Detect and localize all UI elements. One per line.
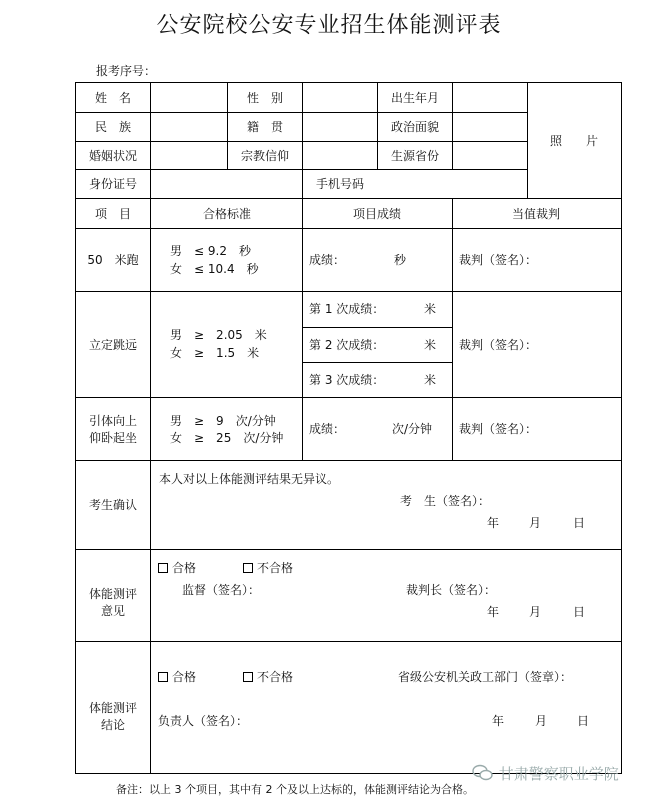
religion-label: 宗教信仰 [240,149,290,163]
photo-label: 照 片 [549,134,599,148]
name-label: 姓 名 [94,91,132,105]
opinion-year: 年 [487,605,500,619]
source-province-label: 生源省份 [390,149,440,163]
conclusion-label-line2: 结论 [100,718,126,732]
opinion-supervisor-label: 监督（签名）： [182,583,261,597]
origin-label: 籍 贯 [246,120,284,134]
conclusion-fail-checkbox[interactable] [243,672,253,682]
confirm-statement: 本人对以上体能测评结果无异议。 [159,472,340,486]
opinion-fail-option[interactable] [243,561,293,575]
confirm-sign-label: 考 生（签名）： [400,494,491,508]
ethnicity-label: 民 族 [94,120,132,134]
jump-standard-female: 女 ≥ 1.5 米 [170,346,260,360]
jump-try1-label: 第 1 次成绩： [309,302,385,316]
conclusion-year: 年 [492,714,505,728]
birth-label: 出生年月 [390,91,440,105]
confirm-day: 日 [573,516,586,530]
jump-judge-label: 裁判（签名）： [459,338,538,352]
opinion-chief-label: 裁判长（签名）： [406,583,497,597]
conclusion-dept-label: 省级公安机关政工部门（签章）： [398,670,573,684]
opinion-pass-checkbox[interactable] [158,563,168,573]
conclusion-leader-label: 负责人（签名）： [158,714,249,728]
conclusion-pass-checkbox[interactable] [158,672,168,682]
registration-number-label: 报考序号： [96,64,157,78]
opinion-day: 日 [573,605,586,619]
form-title: 公安院校公安专业招生体能测评表 [156,13,502,38]
watermark-text: 甘肃警察职业学院 [498,765,619,783]
political-label: 政治面貌 [390,120,440,134]
gender-label: 性 别 [246,91,284,105]
pullup-unit: 次/分钟 [392,422,433,436]
run-item: 50 米跑 [87,253,139,267]
header-standard: 合格标准 [202,207,252,221]
jump-item: 立定跳远 [88,338,138,352]
conclusion-fail-text: 不合格 [257,670,294,684]
confirm-label: 考生确认 [88,498,138,512]
pullup-item: 引体向上 [88,414,138,428]
confirm-year: 年 [487,516,500,530]
opinion-month: 月 [529,605,542,619]
header-judge: 当值裁判 [511,207,561,221]
opinion-fail-text: 不合格 [257,561,294,575]
opinion-fail-checkbox[interactable] [243,563,253,573]
conclusion-pass-text: 合格 [172,670,197,684]
run-unit: 秒 [394,253,407,267]
phone-label: 手机号码 [315,177,365,191]
conclusion-day: 日 [577,714,590,728]
conclusion-label-line1: 体能测评 [88,701,138,715]
pullup-judge-label: 裁判（签名）： [459,422,538,436]
run-standard-male: 男 ≤ 9.2 秒 [170,244,251,258]
confirm-month: 月 [529,516,542,530]
run-judge-label: 裁判（签名）： [459,253,538,267]
header-item: 项 目 [94,207,132,221]
conclusion-fail-option[interactable] [243,670,293,684]
pullup-standard-female: 女 ≥ 25 次/分钟 [170,431,284,445]
footer-note: 备注：以上 3 个项目，其中有 2 个及以上达标的，体能测评结论为合格。 [116,783,474,796]
opinion-pass-text: 合格 [172,561,197,575]
id-number-label: 身份证号 [88,177,138,191]
wechat-icon [472,765,499,783]
watermark [472,763,619,784]
jump-standard-male: 男 ≥ 2.05 米 [170,328,267,342]
conclusion-month: 月 [535,714,548,728]
opinion-label-line1: 体能测评 [88,587,138,601]
opinion-label-line2: 意见 [100,604,126,618]
pullup-score-label: 成绩： [309,422,346,436]
run-standard-female: 女 ≤ 10.4 秒 [170,262,259,276]
jump-try2-unit: 米 [424,338,437,352]
pullup-standard-male: 男 ≥ 9 次/分钟 [170,414,276,428]
marital-label: 婚姻状况 [88,149,138,163]
header-score: 项目成绩 [352,207,402,221]
jump-try2-label: 第 2 次成绩： [309,338,385,352]
opinion-pass-option[interactable] [158,561,196,575]
run-score-label: 成绩： [309,253,346,267]
jump-try3-label: 第 3 次成绩： [309,373,385,387]
jump-try3-unit: 米 [424,373,437,387]
situp-item: 仰卧起坐 [88,431,138,445]
jump-try1-unit: 米 [424,302,437,316]
conclusion-pass-option[interactable] [158,670,196,684]
